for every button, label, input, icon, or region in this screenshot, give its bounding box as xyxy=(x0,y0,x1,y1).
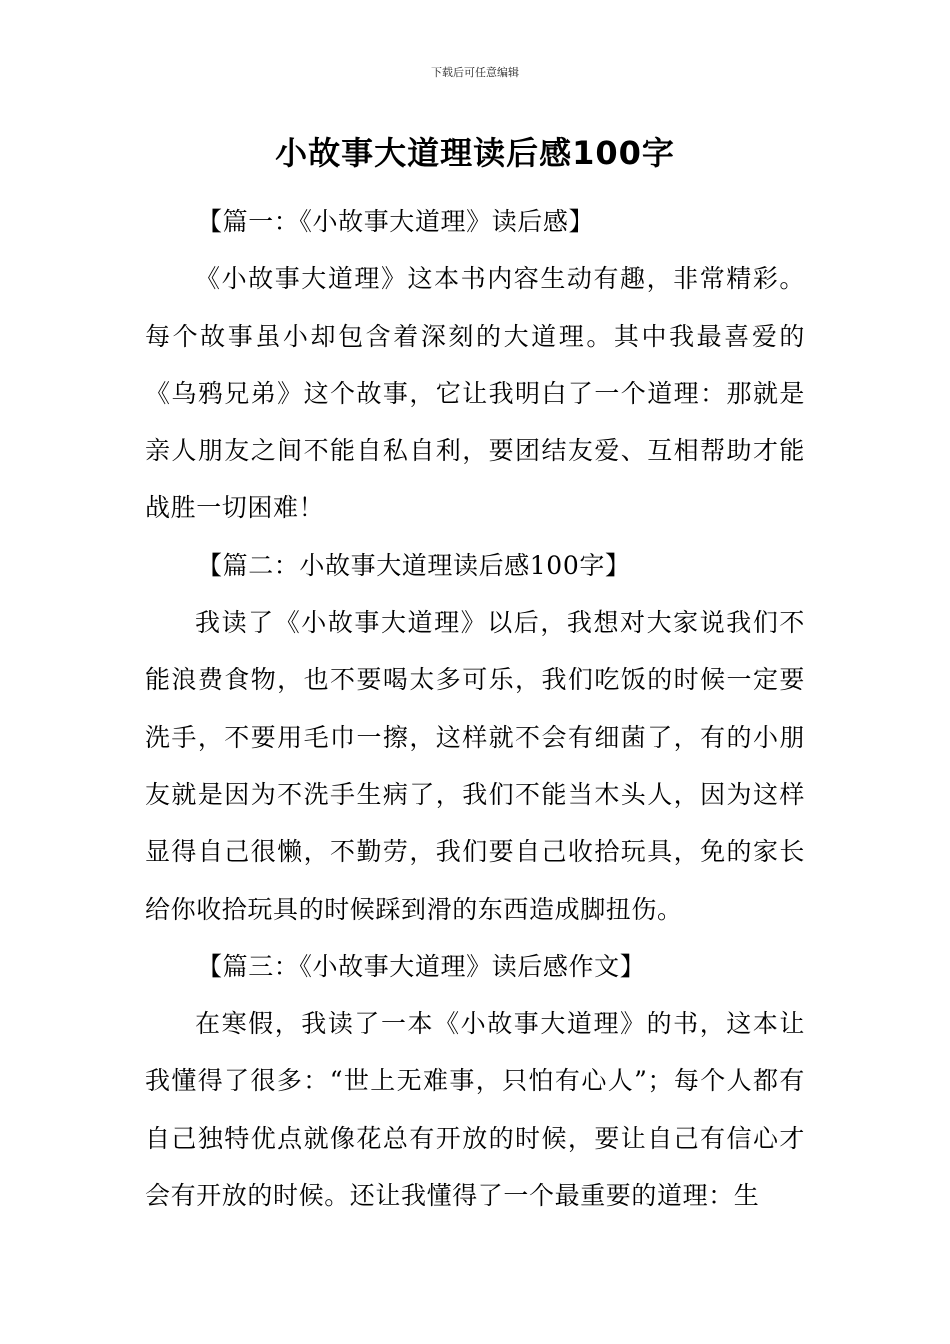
section-paragraph-1: 《小故事大道理》这本书内容生动有趣，非常精彩。每个故事虽小却包含着深刻的大道理。其中我最喜爱的《乌鸦兄弟》这个故事，它让我明白了一个道理：那就是亲人朋友之间不能自私自利，要团结友爱、互相帮助才能战胜一切困难！ xyxy=(145,264,805,523)
section-paragraph-2: 我读了《小故事大道理》以后，我想对大家说我们不能浪费食物，也不要喝太多可乐，我们吃饭的时候一定要洗手，不要用毛巾一擦，这样就不会有细菌了，有的小朋友就是因为不洗手生病了，我们不能当木头人，因为这样显得自己很懒，不勤劳，我们要自己收拾玩具，免的家长给你收拾玩具的时候踩到滑的东西造成脚扭伤。 xyxy=(145,608,805,924)
section-paragraph-3: 在寒假，我读了一本《小故事大道理》的书，这本让我懂得了很多：“世上无难事，只怕有心人”；每个人都有自己独特优点就像花总有开放的时候，要让自己有信心才会有开放的时候。还让我懂得了一个最重要的道理：生 xyxy=(145,1009,805,1211)
document-body xyxy=(145,193,805,1224)
section-heading-1: 【篇一：《小故事大道理》读后感】 xyxy=(197,207,595,236)
document-title: 小故事大道理读后感100字 xyxy=(275,134,675,172)
section-heading-2: 【篇二：小故事大道理读后感100字】 xyxy=(197,550,631,580)
page-header-note: 下载后可任意编辑 xyxy=(431,66,519,79)
section-heading-3: 【篇三：《小故事大道理》读后感作文】 xyxy=(197,951,646,981)
